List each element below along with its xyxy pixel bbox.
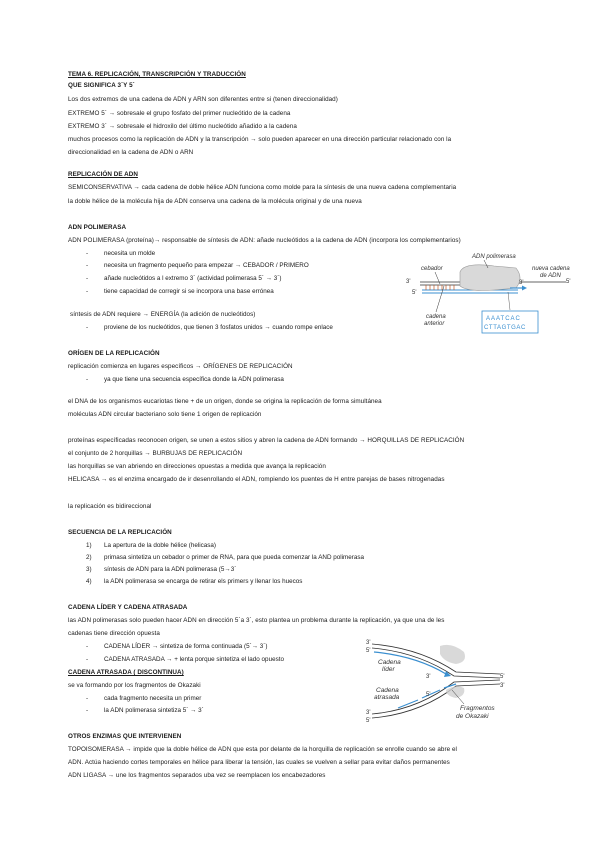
text-line: EXTREMO 5´ → sobresale el grupo fosfato del primer nucleótido de la cadena	[68, 110, 291, 117]
label-end: 5'	[412, 290, 417, 296]
list-item: primasa sintetiza un cebador o primer de RNA, para que pueda comenzar la AND polimerasa	[104, 554, 365, 561]
label-okazaki: de Okazaki	[456, 713, 489, 720]
bullet-item: proviene de los nucleótidos, que tienen 3 fosfatos unidos → cuando rompe enlace	[104, 324, 333, 331]
bullet-item: la ADN polimerasa sintetiza 5´ → 3´	[104, 707, 204, 714]
text-line: direccionalidad en la cadena de ADN o ARN	[68, 149, 194, 156]
list-number: 1)	[86, 542, 92, 549]
bullet-dash: -	[86, 324, 89, 331]
label-lider: Cadena	[378, 659, 401, 666]
section-heading: ADN POLIMERASA	[68, 224, 127, 231]
text-line: síntesis de ADN requiere → ENERGÍA (la adición de nucleótidos)	[70, 311, 256, 318]
list-number: 2)	[86, 554, 92, 561]
bullet-item: cada fragmento necesita un primer	[104, 695, 202, 702]
polymerase-blob	[440, 645, 465, 664]
subsection-heading: CADENA ATRASADA ( DISCONTINUA)	[68, 669, 184, 676]
bullet-item: añade nucleótidos a l extremo 3´ (actividad polimerasa 5´ → 3´)	[104, 275, 282, 282]
text-line: ADN POLIMERASA (proteína)→ responsable de síntesis de ADN: añade nucleótidos a la cadena de ADN (incorpora los complementarios)	[68, 237, 461, 244]
bullet-dash: -	[86, 262, 89, 269]
list-number: 4)	[86, 578, 92, 585]
text-line: HELICASA → es el enzima encargado de ir desenrollando el ADN, rompiendo los puentes de H entre parejas de bases nitrogenadas	[68, 476, 445, 483]
label-cadena: anterior	[424, 321, 445, 327]
replication-fork-diagram	[360, 636, 520, 726]
text-line: la doble hélice de la molécula hija de ADN conserva una cadena de la molécula original y de una nueva	[68, 198, 362, 205]
label-end: 3'	[406, 279, 411, 285]
label-end: 3'	[366, 640, 371, 646]
doc-title: TEMA 6. REPLICACIÓN, TRANSCRIPCIÓN Y TRADUCCIÓN	[68, 71, 246, 78]
bullet-item: necesita un molde	[104, 250, 156, 257]
label-end: 5'	[366, 648, 371, 654]
text-line: TOPOISOMERASA → impide que la doble hélice de ADN que esta por delante de la horquilla de replicación se enrolle cuando se abre el	[68, 746, 457, 753]
bullet-item: tiene capacidad de corregir si se incorpora una base errónea	[104, 288, 274, 295]
polymerase-blob	[446, 686, 464, 698]
text-line: el conjunto de 2 horquillas → BURBUJAS DE REPLICACIÓN	[68, 450, 243, 457]
text-line: EXTREMO 3´ → sobresale el hidroxilo del último nucleótido añadido a la cadena	[68, 123, 297, 130]
text-line: ADN LIGASA → une los fragmentos separados uba vez se reemplacen los encabezadores	[68, 772, 326, 779]
label-end: 3'	[519, 280, 524, 286]
text-line: Los dos extremos de una cadena de ADN y ARN son diferentes entre si (tenen direccionalidad)	[68, 96, 338, 103]
label-end: 5'	[566, 279, 571, 285]
bullet-item: CADENA LÍDER → sintetiza de forma continuada (5´→ 3´)	[104, 643, 268, 650]
label-end: 3'	[366, 710, 371, 716]
text-line: se va formando por los fragmentos de Okazaki	[68, 682, 201, 689]
label-cadena: cadena	[426, 314, 446, 320]
section-heading: OTROS ENZIMAS QUE INTERVIENEN	[68, 733, 182, 740]
arrow-head	[522, 286, 527, 291]
label-end: 3'	[426, 674, 431, 680]
text-line: replicación comienza en lugares específicos → ORÍGENES DE REPLICACIÓN	[68, 363, 293, 370]
bullet-dash: -	[86, 643, 89, 650]
text-line: las horquillas se van abriendo en direcciones opuestas a medida que avança la replicación	[68, 463, 326, 470]
section-heading: SECUENCIA DE LA REPLICACIÓN	[68, 529, 172, 536]
text-line: SEMICONSERVATIVA → cada cadena de doble hélice ADN funciona como molde para la síntesis de una nueva cadena complementaria	[68, 184, 457, 191]
label-end: 5'	[426, 692, 431, 698]
bullet-dash: -	[86, 275, 89, 282]
zoom-line	[508, 292, 510, 310]
list-item: La apertura de la doble hélice (helicasa)	[104, 542, 217, 549]
label-nueva: de ADN	[540, 273, 561, 279]
bullet-dash: -	[86, 656, 89, 663]
label-atrasada: Cadena	[376, 687, 399, 694]
text-line: las ADN polimerasas solo pueden hacer ADN en dirección 5´a 3´, esto plantea un problema durante la replicación, ya que una de les	[68, 617, 445, 624]
label-end: 3'	[500, 683, 505, 689]
label-end: 5'	[500, 674, 505, 680]
bullet-item: ya que tiene una secuencia específica donde la ADN polimerasa	[104, 376, 284, 383]
list-number: 3)	[86, 566, 92, 573]
seq-bottom: CTTAGTGAC	[484, 325, 526, 331]
bullet-dash: -	[86, 695, 89, 702]
text-line: el DNA de los organismos eucariotas tiene + de un origen, donde se origina la replicación de forma simultánea	[68, 398, 382, 405]
text-line: proteínas específicadas reconocen origen, se unen a estos sitios y abren la cadena de ADN formando → HORQUILLAS DE REPLICACIÓN	[68, 437, 465, 444]
seq-top: AAATCAC	[486, 316, 521, 322]
primer-ticks	[426, 285, 454, 290]
text-line: ADN. Actúa haciendo cortes temporales en hélice para liberar la tensión, las cuales se vuelven a sellar para evitar daños permanentes	[68, 759, 450, 766]
label-cebador: cebador	[421, 266, 443, 272]
label-okazaki: Fragmentos	[460, 705, 495, 712]
section-heading: CADENA LÍDER Y CADENA ATRASADA	[68, 604, 188, 611]
text-line: muchos procesos como la replicación de ADN y la transcripción → solo pueden aparecer en una dirección particular relacionado con la	[68, 136, 452, 143]
label-atrasada: atrasada	[374, 694, 400, 701]
label-polimerasa: ADN polimerasa	[472, 254, 516, 260]
list-item: síntesis de ADN para la ADN polimerasa (5→3´	[104, 566, 237, 573]
bullet-dash: -	[86, 707, 89, 714]
section-heading: REPLICACIÓN DE ADN	[68, 171, 138, 178]
bullet-item: necesita un fragmento pequeño para empezar → CEBADOR / PRIMERO	[104, 262, 309, 269]
bullet-item: CADENA ATRASADA → + lenta porque sintetiza el lado opuesto	[104, 656, 284, 663]
bullet-dash: -	[86, 288, 89, 295]
label-nueva: nueva cadena	[532, 266, 570, 272]
bullet-dash: -	[86, 376, 89, 383]
bullet-dash: -	[86, 250, 89, 257]
section-heading: ORÍGEN DE LA REPLICACIÓN	[68, 350, 160, 357]
label-lider: líder	[382, 666, 395, 673]
list-item: la ADN polimerasa se encarga de retirar els primers y llenar los huecos	[104, 578, 303, 585]
text-line: moléculas ADN circular bacteriano solo tiene 1 origen de replicación	[68, 411, 262, 418]
polymerase-blob	[460, 265, 520, 291]
label-end: 5'	[366, 718, 371, 724]
section-heading: QUE SIGNIFICA 3´Y 5´	[68, 82, 135, 89]
text-line: cadenas tiene dirección opuesta	[68, 630, 160, 637]
polymerase-diagram	[398, 248, 578, 344]
text-line: la replicación es bidireccional	[68, 503, 152, 510]
